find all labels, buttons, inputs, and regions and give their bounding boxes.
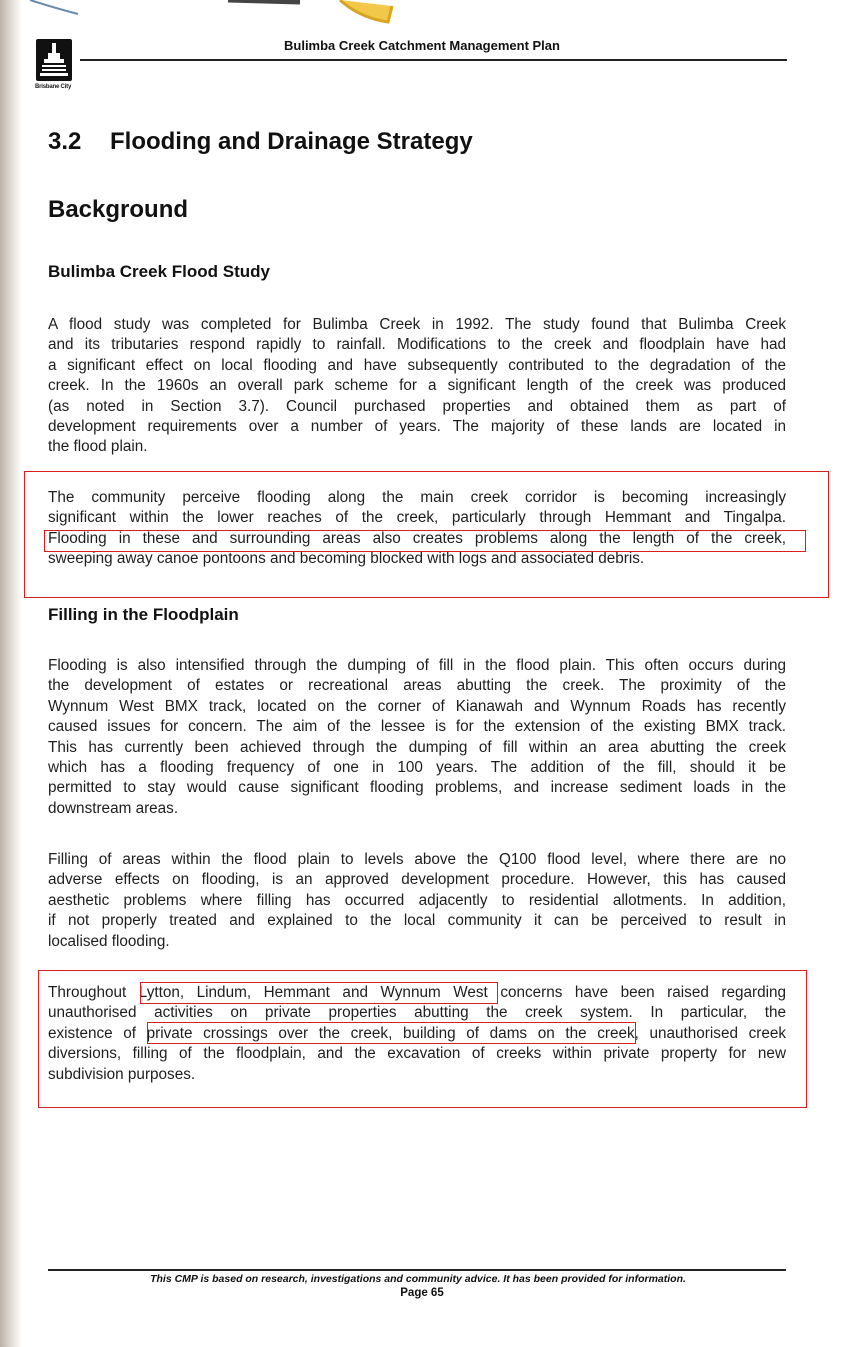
- text-line: a significant effect on local flooding and have subsequently contributed to the degradation of the: [48, 356, 786, 374]
- text-line: adverse effects on flooding, is an approved development procedure. However, this has caused: [48, 871, 786, 889]
- text-line: Flooding is also intensified through the dumping of fill in the flood plain. This often occurs during: [48, 657, 786, 674]
- text-line: the flood plain.: [48, 438, 148, 456]
- text-line: existence of private crossings over the creek, building of dams on the creek, unauthorised creek: [48, 1024, 786, 1042]
- page-number: Page 65: [400, 1287, 444, 1299]
- text-line: localised flooding.: [48, 932, 170, 950]
- text-line: caused issues for concern. The aim of the lessee is for the extension of the existing BMX track.: [48, 718, 786, 736]
- text-line: Filling of areas within the flood plain to levels above the Q100 flood level, where there are no: [48, 851, 786, 868]
- filling-paragraph-1: [48, 656, 786, 819]
- filling-floodplain-heading: Filling in the Floodplain: [48, 605, 239, 624]
- text-line: diversions, filling of the floodplain, and the excavation of creeks within private property for new: [48, 1045, 786, 1063]
- filling-paragraph-2: [48, 850, 786, 952]
- text-line: subdivision purposes.: [48, 1065, 196, 1083]
- annotation-highlight-crossings-dams: [147, 1022, 636, 1044]
- text-line: which has a flooding frequency of one in 100 years. The addition of the fill, should it be: [48, 759, 786, 777]
- text-line: aesthetic problems where filling has occurred adjacently to residential allotments. In addition,: [48, 891, 786, 909]
- footer-rule: [48, 1269, 786, 1271]
- text-line: downstream areas.: [48, 799, 179, 817]
- brisbane-city-logo: [36, 39, 80, 95]
- text-line: permitted to stay would cause significant flooding problems, and increase sediment loads in the: [48, 779, 786, 797]
- text-line: Throughout Lytton, Lindum, Hemmant and Wynnum West concerns have been raised regarding: [48, 984, 786, 1001]
- top-edge-marks: [0, 0, 864, 30]
- text-line: Flooding in these and surrounding areas also creates problems along the length of the creek,: [48, 529, 786, 547]
- annotation-highlight-locations: [140, 982, 498, 1004]
- logo-caption: Brisbane City: [35, 84, 72, 90]
- text-line: and its tributaries respond rapidly to rainfall. Modifications to the creek and floodplain have had: [48, 336, 786, 354]
- annotation-highlight-flooding-sentence: [44, 530, 806, 552]
- flood-study-heading: Bulimba Creek Flood Study: [48, 262, 270, 281]
- text-line: development requirements over a number of years. The majority of these lands are located in: [48, 418, 786, 436]
- text-line: significant within the lower reaches of the creek, particularly through Hemmant and Tingalpa.: [48, 509, 786, 527]
- text-line: This has currently been achieved through the dumping of fill within an area abutting the creek: [48, 738, 786, 756]
- text-line: creek. In the 1960s an overall park scheme for a significant length of the creek was produced: [48, 377, 786, 395]
- text-line: if not properly treated and explained to the local community it can be perceived to result in: [48, 912, 786, 930]
- footer-disclaimer: This CMP is based on research, investigations and community advice. It has been provided for information.: [150, 1273, 686, 1285]
- text-line: unauthorised activities on private properties abutting the creek system. In particular, the: [48, 1004, 786, 1022]
- background-heading: Background: [48, 196, 189, 223]
- text-line: A flood study was completed for Bulimba Creek in 1992. The study found that Bulimba Creek: [48, 316, 786, 333]
- text-line: sweeping away canoe pontoons and becoming blocked with logs and associated debris.: [48, 550, 645, 568]
- document-header-title: Bulimba Creek Catchment Management Plan: [284, 38, 560, 53]
- text-line: the development of estates or recreational areas abutting the creek. The proximity of the: [48, 677, 786, 695]
- flood-study-paragraph-1: [48, 315, 786, 458]
- section-number: 3.2: [48, 128, 82, 155]
- section-heading: [48, 128, 473, 156]
- text-line: The community perceive flooding along the main creek corridor is becoming increasingly: [48, 489, 786, 506]
- page-binding-shadow: [0, 0, 22, 1347]
- header-rule: [80, 59, 787, 61]
- section-title: Flooding and Drainage Strategy: [110, 128, 473, 155]
- text-line: Wynnum West BMX track, located on the corner of Kianawah and Wynnum Roads has recently: [48, 697, 786, 715]
- text-line: (as noted in Section 3.7). Council purchased properties and obtained them as part of: [48, 397, 786, 415]
